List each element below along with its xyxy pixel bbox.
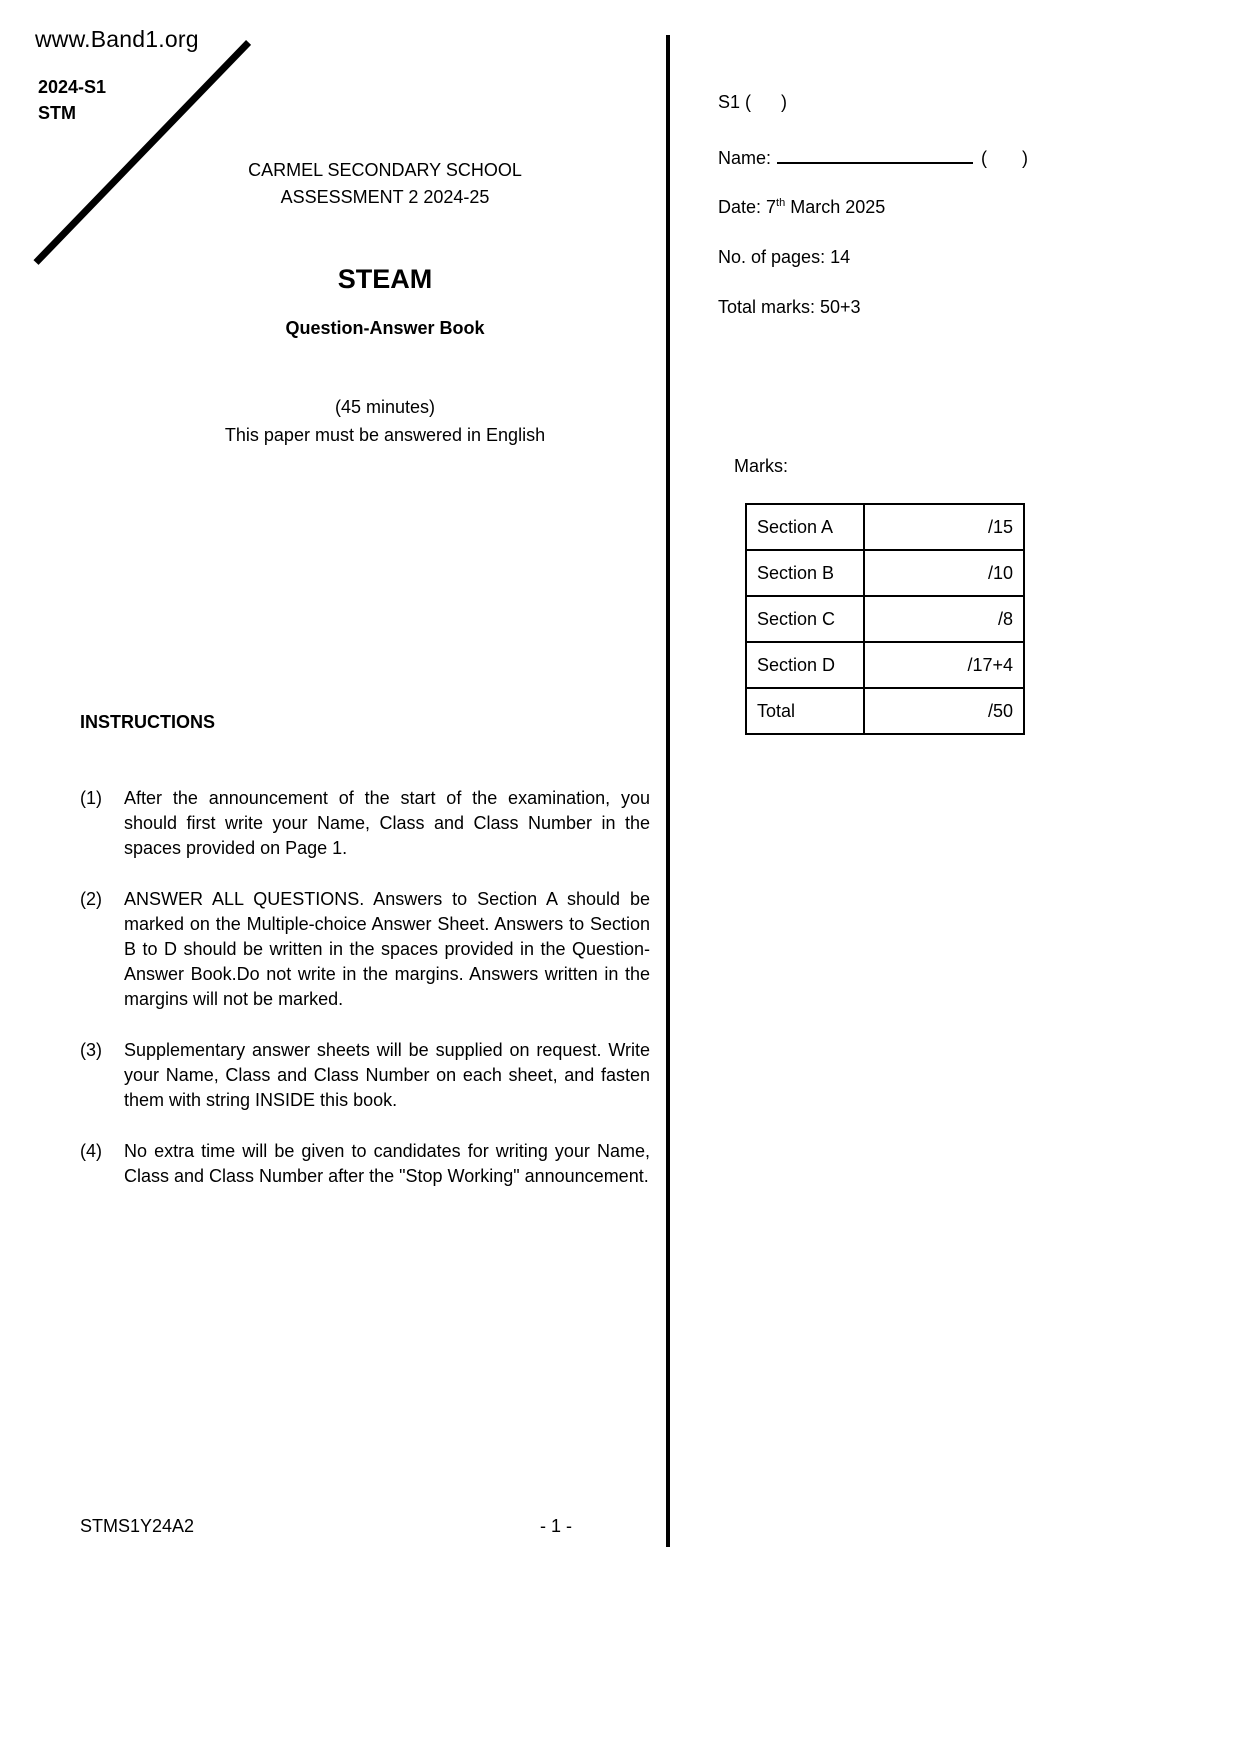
instruction-number: (2) — [80, 889, 102, 909]
instruction-text: Supplementary answer sheets will be supplied on request. Write your Name, Class and Class Number on each sheet, and fasten them with string INSIDE this book. — [124, 1040, 650, 1110]
language-note: This paper must be answered in English — [224, 425, 546, 445]
name-label: Name: — [718, 148, 772, 168]
marks-row-label: Section C — [746, 596, 864, 642]
pages-line: No. of pages: 14 — [718, 247, 851, 267]
marks-table-row — [746, 642, 1024, 688]
name-line — [718, 145, 1028, 169]
date-prefix: Date: 7 — [718, 197, 777, 217]
book-type-title: Question-Answer Book — [285, 318, 485, 338]
instruction-item — [80, 1038, 650, 1113]
name-class-number-parens: ( ) — [981, 148, 1029, 168]
footer-page-number: - 1 - — [540, 1516, 573, 1536]
marks-table-row — [746, 550, 1024, 596]
school-name: CARMEL SECONDARY SCHOOL — [248, 160, 522, 180]
marks-row-value: /15 — [864, 504, 1024, 550]
school-header — [110, 157, 660, 211]
date-suffix: March 2025 — [785, 197, 886, 217]
marks-row-label: Section D — [746, 642, 864, 688]
instruction-number: (1) — [80, 788, 102, 808]
instructions-list — [80, 786, 650, 1215]
date-line — [718, 197, 885, 218]
marks-label: Marks: — [734, 456, 788, 476]
duration-block — [110, 393, 660, 449]
marks-row-label: Total — [746, 688, 864, 734]
marks-table — [745, 503, 1025, 735]
marks-table-row — [746, 504, 1024, 550]
marks-row-label: Section A — [746, 504, 864, 550]
instruction-item — [80, 786, 650, 861]
marks-row-value: /17+4 — [864, 642, 1024, 688]
marks-row-label: Section B — [746, 550, 864, 596]
instruction-number: (3) — [80, 1040, 102, 1060]
instruction-text: After the announcement of the start of the examination, you should first write your Name, Class and Class Number in the spaces provided on Page 1. — [124, 788, 650, 858]
subject-title: STEAM — [337, 264, 433, 294]
total-marks-line: Total marks: 50+3 — [718, 297, 861, 317]
instruction-item — [80, 1139, 650, 1189]
marks-row-value: /8 — [864, 596, 1024, 642]
instruction-item — [80, 887, 650, 1012]
marks-row-value: /10 — [864, 550, 1024, 596]
date-ordinal-superscript: th — [776, 197, 786, 209]
paper-code-subject: STM — [38, 103, 76, 123]
assessment-title: ASSESSMENT 2 2024-25 — [280, 187, 490, 207]
instruction-text: ANSWER ALL QUESTIONS. Answers to Section A should be marked on the Multiple-choice Answer Sheet. Answers to Section B to D should be written in the spaces provided in the Question-Answer Book.Do not write in the margins. Answers written in the margins will not be marked. — [124, 889, 650, 1009]
duration-text: (45 minutes) — [334, 397, 436, 417]
paper-code-block — [38, 74, 106, 126]
instruction-number: (4) — [80, 1141, 102, 1161]
paper-code-year: 2024-S1 — [38, 77, 107, 97]
class-line: S1 ( ) — [718, 92, 788, 112]
instructions-title: INSTRUCTIONS — [80, 712, 215, 732]
website-watermark: www.Band1.org — [35, 26, 199, 52]
marks-table-row — [746, 688, 1024, 734]
footer-paper-code: STMS1Y24A2 — [80, 1516, 195, 1536]
marks-table-row — [746, 596, 1024, 642]
vertical-divider-line — [666, 35, 670, 1547]
instruction-text: No extra time will be given to candidates for writing your Name, Class and Class Number after the "Stop Working" announcement. — [124, 1141, 650, 1186]
name-blank-line — [777, 145, 973, 164]
marks-row-value: /50 — [864, 688, 1024, 734]
